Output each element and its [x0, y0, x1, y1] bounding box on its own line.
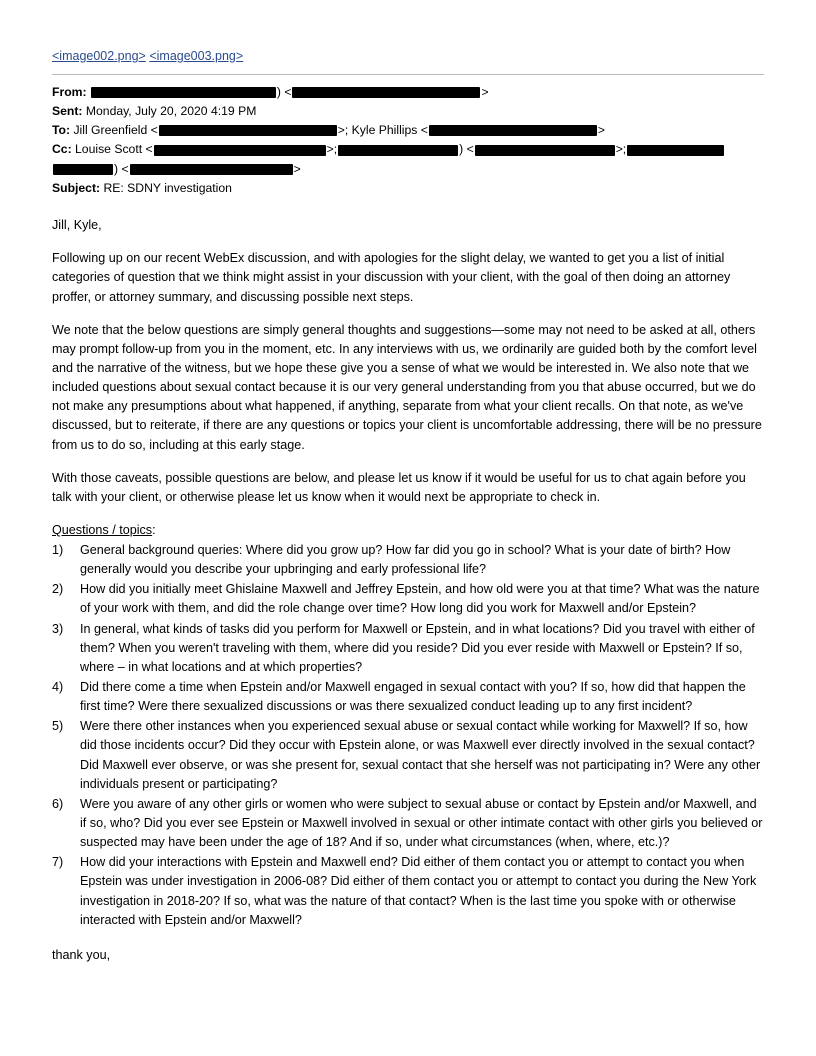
header-row-sent	[52, 102, 764, 121]
question-text: Did there come a time when Epstein and/or Maxwell engaged in sexual contact with you? If so, how did that happen the first time? Were there sexualized discussions or was there sexualized conduct leading up to any first incident?	[80, 680, 746, 714]
list-item	[52, 795, 764, 852]
body-paragraph-2: We note that the below questions are simply general thoughts and suggestions—some may not need to be asked at all, others may prompt follow-up from you in the moment, etc. In any interviews with us, we ordinarily are guided both by the comfort level and the narrative of the witness, but we hope these give you a sense of what we would be interested in. We also note that we included questions about sexual contact because it is our very general understanding from you that abuse occurred, but we do not make any presumptions about what happened, if anything, separate from what your client recalls. On that note, as we've discussed, but to reiterate, if there are any questions or topics your client is uncomfortable addressing, there will be no pressure from us to do so, including at this early stage.	[52, 322, 762, 452]
header-label-to: To:	[52, 123, 71, 138]
attachment-link-image003[interactable]: <image003.png>	[149, 49, 244, 63]
header-label-from: From:	[52, 84, 87, 99]
list-item	[52, 580, 764, 618]
question-number: 4)	[52, 680, 64, 695]
redaction-bar	[338, 145, 458, 156]
redaction-bar	[154, 145, 326, 156]
list-item	[52, 541, 764, 579]
header-divider	[52, 74, 764, 75]
question-number: 1)	[52, 543, 64, 558]
header-row-cc	[52, 140, 764, 179]
question-number: 5)	[52, 719, 64, 734]
header-to-name-1: Jill Greenfield <	[73, 123, 158, 138]
body-paragraph-1: Following up on our recent WebEx discussion, and with apologies for the slight delay, we wanted to get you a list of initial categories of question that we think might assist in your discussion with your client, with the goal of then doing an attorney proffer, or attorney summary, and discussing possible next steps.	[52, 251, 731, 304]
question-text: In general, what kinds of tasks did you perform for Maxwell or Epstein, and in what locations? Did you travel with either of them? When you weren't traveling with them, where did you reside? Did you ever reside with Maxwell or Epstein? If so, where – in what locations and at which properties?	[80, 621, 755, 674]
redaction-bar	[627, 145, 724, 156]
header-row-from	[52, 83, 764, 102]
header-cc-sep-4: ) <	[114, 161, 129, 176]
header-from-trailing: ) <	[276, 84, 292, 99]
header-value-sent: Monday, July 20, 2020 4:19 PM	[85, 103, 257, 118]
attachment-link-image002[interactable]: <image002.png>	[52, 49, 146, 63]
header-cc-sep-2: ) <	[459, 142, 474, 157]
header-label-sent: Sent:	[52, 103, 83, 118]
header-to-separator: >; Kyle Phillips <	[337, 123, 428, 138]
list-item	[52, 853, 764, 930]
question-number: 2)	[52, 582, 64, 597]
header-label-subject: Subject:	[52, 180, 101, 195]
header-value-subject: RE: SDNY investigation	[103, 180, 232, 195]
questions-list	[52, 541, 764, 930]
questions-heading-label: Questions / topics	[52, 522, 153, 537]
question-text: How did your interactions with Epstein and Maxwell end? Did either of them contact you or attempt to contact you when Epstein was under investigation in 2006-08? Did either of them contact you or attempt to contact you during the New York investigation in 2018-20? If so, what was the nature of that contact? When is the last time you spoke with or otherwise interacted with Epstein and/or Maxwell?	[80, 855, 757, 927]
questions-heading-colon: :	[152, 522, 156, 537]
header-cc-sep-3: >;	[615, 142, 627, 157]
redaction-bar	[292, 87, 480, 98]
question-number: 3)	[52, 621, 64, 636]
redaction-bar	[475, 145, 615, 156]
redaction-bar	[429, 125, 597, 136]
redaction-bar	[130, 164, 293, 175]
header-cc-end: >	[293, 161, 301, 176]
email-body	[52, 216, 764, 965]
redaction-bar	[53, 164, 113, 175]
question-text: General background queries: Where did you grow up? How far did you go in school? What is your date of birth? How generally would you describe your upbringing and early professional life?	[80, 543, 731, 577]
list-item	[52, 678, 764, 716]
question-number: 7)	[52, 855, 64, 870]
header-to-end: >	[597, 123, 606, 138]
header-row-to	[52, 121, 764, 140]
header-from-end: >	[481, 84, 489, 99]
redaction-bar	[159, 125, 337, 136]
question-text: Were you aware of any other girls or women who were subject to sexual abuse or contact by Epstein and/or Maxwell, and if so, who? Did you ever see Epstein or Maxwell involved in sexual or other intimate contact with other girls you believed or suspected may have been under the age of 18? And if so, under what circumstances (when, where, etc.)?	[80, 796, 763, 850]
question-number: 6)	[52, 796, 64, 811]
redaction-bar	[91, 87, 276, 98]
header-cc-name-1: Louise Scott <	[75, 142, 153, 157]
header-label-cc: Cc:	[52, 142, 72, 157]
header-row-subject	[52, 179, 764, 198]
question-text: Were there other instances when you experienced sexual abuse or sexual contact while working for Maxwell? If so, how did those incidents occur? Did they occur with Epstein alone, or was Maxwell ever directly involved in the sexual contact? Did Maxwell ever observe, or was she present for, sexual contact that she herself was not participating in? Were any other individuals present or participating?	[80, 719, 761, 791]
attachment-links	[52, 48, 764, 66]
question-text: How did you initially meet Ghislaine Maxwell and Jeffrey Epstein, and how old were you at that time? What was the nature of your work with them, and did the role change over time? How long did you work for Maxwell and/or Epstein?	[80, 582, 760, 616]
body-paragraph-3: With those caveats, possible questions are below, and please let us know if it would be useful for us to chat again before you talk with your client, or otherwise please let us know when it would next be appropriate to check in.	[52, 470, 746, 504]
email-headers	[52, 83, 764, 199]
list-item	[52, 620, 764, 677]
body-salutation: Jill, Kyle,	[52, 218, 102, 233]
list-item	[52, 717, 764, 794]
body-closing: thank you,	[52, 947, 111, 962]
header-cc-sep-1: >;	[326, 142, 338, 157]
questions-heading	[52, 521, 764, 540]
